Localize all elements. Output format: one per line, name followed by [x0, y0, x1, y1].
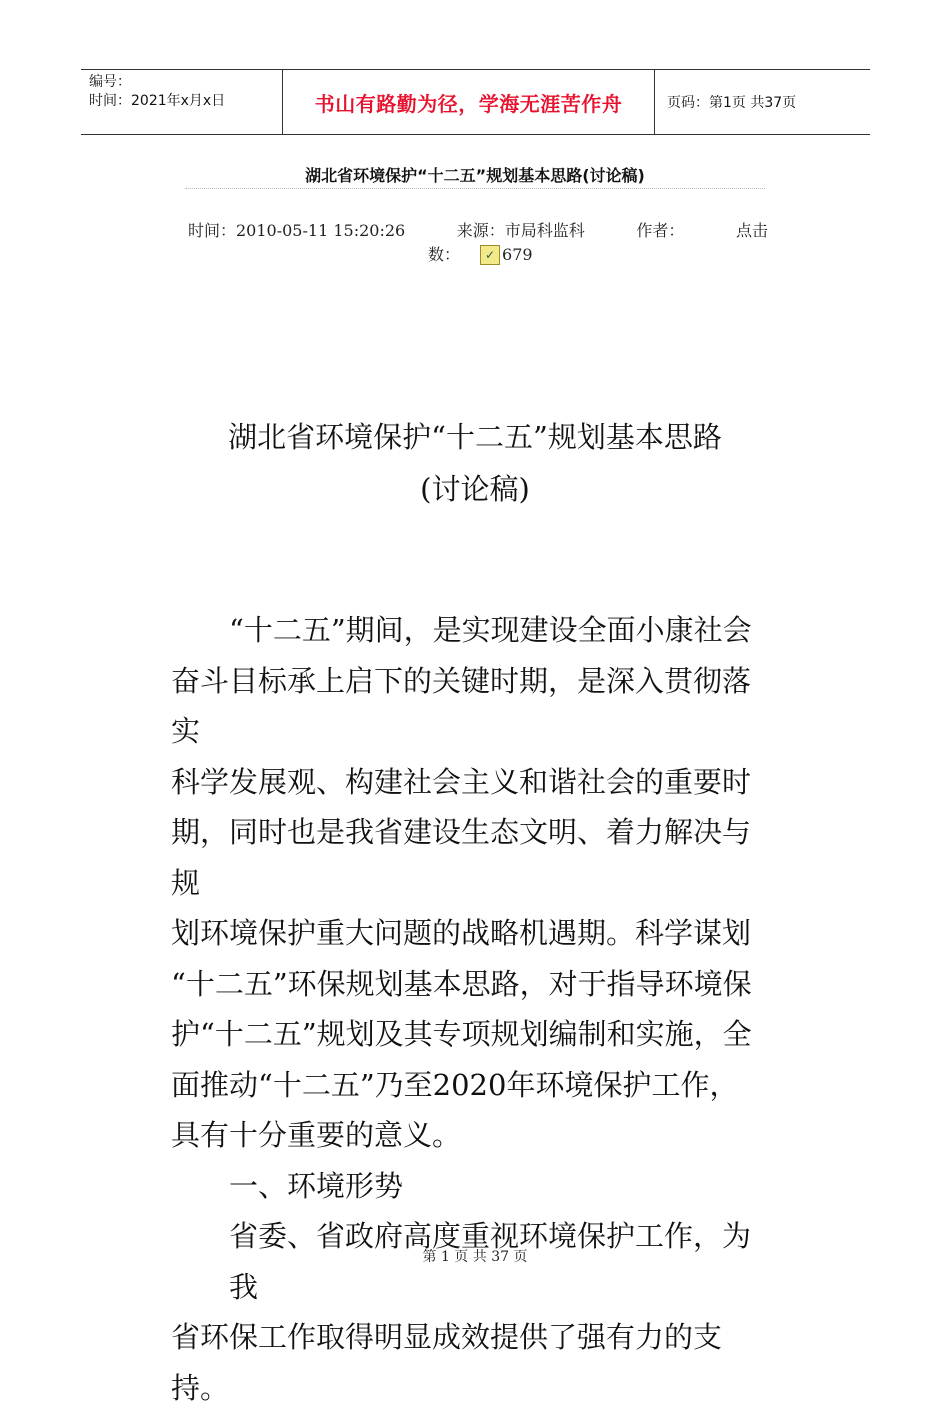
- body-line: 护“十二五”规划及其专项规划编制和实施，全: [171, 1017, 752, 1051]
- header-left-cell: [81, 70, 282, 134]
- header-motto-cell: [282, 70, 655, 134]
- body-line: 面推动“十二五”乃至2020年环境保护工作，: [171, 1067, 739, 1102]
- body-line: 省委、省政府高度重视环境保护工作，为我: [229, 1219, 752, 1304]
- number-label: 编号：: [89, 74, 131, 90]
- body-line: 具有十分重要的意义。: [171, 1118, 462, 1152]
- meta-source: 来源：市局科监科: [456, 221, 585, 240]
- article-title: 湖北省环境保护“十二五”规划基本思路(讨论稿): [305, 166, 645, 185]
- motto-text: 书山有路勤为径，学海无涯苦作舟: [314, 91, 623, 116]
- main-subtitle: (讨论稿): [420, 472, 530, 506]
- document-header: [81, 69, 870, 135]
- main-title: 湖北省环境保护“十二五”规划基本思路: [228, 420, 722, 454]
- body-line: 期，同时也是我省建设生态文明、着力解决与规: [171, 815, 752, 900]
- body-line: 划环境保护重大问题的战略机遇期。科学谋划: [171, 916, 752, 950]
- body-line: 省环保工作取得明显成效提供了强有力的支持。: [171, 1320, 723, 1405]
- click-count: 679: [502, 245, 533, 264]
- body-line: “十二五”期间，是实现建设全面小康社会: [229, 613, 752, 647]
- click-icon: ✓: [480, 245, 500, 265]
- meta-time: 时间：2010-05-11 15:20:26: [188, 221, 406, 240]
- title-divider: [185, 188, 765, 189]
- page-info: 页码：第1页 共37页: [667, 95, 797, 111]
- meta-clicks-label: 点击: [735, 221, 768, 240]
- meta-clicks-label-cont: 数：: [428, 245, 461, 264]
- meta-author: 作者：: [636, 221, 685, 240]
- section-heading: 一、环境形势: [229, 1168, 404, 1203]
- body-text: [171, 605, 775, 1413]
- body-line: “十二五”环保规划基本思路，对于指导环境保: [171, 966, 752, 1001]
- header-page-cell: [655, 70, 870, 134]
- body-line: 科学发展观、构建社会主义和谐社会的重要时: [171, 764, 752, 799]
- article-meta: [188, 219, 768, 243]
- article-meta-clicks: [428, 243, 950, 267]
- page-footer: 第 1 页 共 37 页: [422, 1249, 528, 1265]
- date-label: 时间：2021年x月x日: [89, 93, 226, 109]
- body-line: 奋斗目标承上启下的关键时期，是深入贯彻落实: [171, 663, 752, 748]
